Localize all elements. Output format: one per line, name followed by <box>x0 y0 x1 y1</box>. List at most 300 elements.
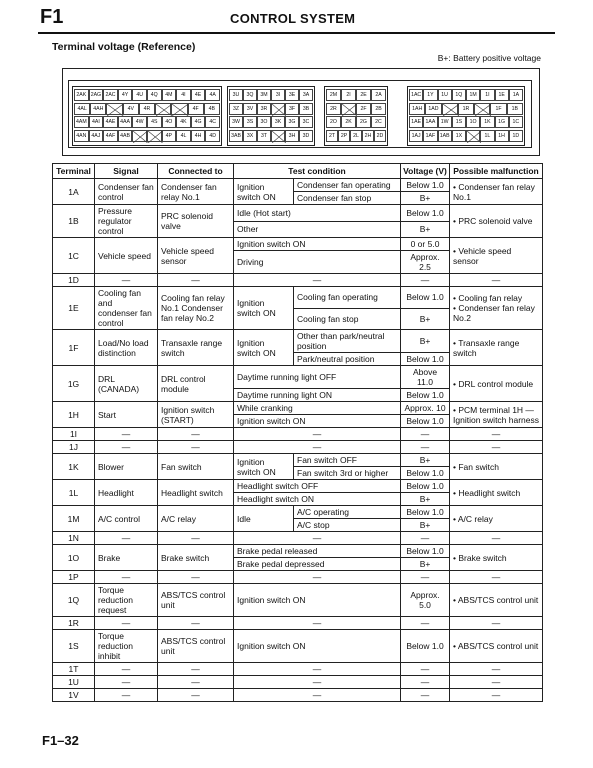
malfunction-item: • Transaxle range switch <box>453 338 539 358</box>
connector-pin: 3I <box>271 89 285 101</box>
connected-to-cell: — <box>158 532 234 545</box>
connector-pin: 2R <box>326 103 341 115</box>
malfunction-cell: — <box>450 428 543 441</box>
section-code: F1 <box>40 6 64 28</box>
test-condition-cell: Ignition switch ON <box>234 415 401 428</box>
connector-pin: 3T <box>257 130 271 142</box>
connector-pin: 4H <box>191 130 206 142</box>
signal-cell: — <box>95 532 158 545</box>
signal-cell: — <box>95 274 158 287</box>
connector-pin: 3G <box>285 116 299 128</box>
malfunction-cell <box>450 630 543 663</box>
connector-pin: 4AA <box>118 116 133 128</box>
test-condition-cell: Brake pedal released <box>234 545 401 558</box>
table-row <box>53 238 543 251</box>
connector-pin: 3U <box>229 89 243 101</box>
malfunction-item: • A/C relay <box>453 514 539 524</box>
col-terminal: Terminal <box>53 164 95 179</box>
test-condition-main: Idle <box>234 506 294 532</box>
signal-cell: Torque reduction request <box>95 584 158 617</box>
connected-to-cell: Ignition switch (START) <box>158 402 234 428</box>
test-condition-cell: Daytime running light OFF <box>234 366 401 389</box>
test-condition-cell: Ignition switch ON <box>234 630 401 663</box>
signal-cell: Headlight <box>95 480 158 506</box>
connector-pin: 4AM <box>74 116 89 128</box>
connector-pin: 4W <box>132 116 147 128</box>
table-row <box>53 676 543 689</box>
table-row <box>53 571 543 584</box>
table-row <box>53 179 543 192</box>
connector-pin: 3F <box>285 103 299 115</box>
test-condition-cell: — <box>234 663 401 676</box>
connector-pin: 2AC <box>103 89 118 101</box>
connector-pin: 3Z <box>229 103 243 115</box>
connector-pin: 2K <box>341 116 356 128</box>
connector-row <box>74 89 220 101</box>
signal-cell: Vehicle speed <box>95 238 158 274</box>
connector-pin: 1F <box>490 103 506 115</box>
connected-to-cell: Brake switch <box>158 545 234 571</box>
malfunction-item: • Condenser fan relay No.1 <box>453 182 539 202</box>
col-signal: Signal <box>95 164 158 179</box>
terminal-cell: 1K <box>53 454 95 480</box>
terminal-cell: 1A <box>53 179 95 205</box>
table-row <box>53 480 543 493</box>
signal-cell: Load/No load distinction <box>95 330 158 366</box>
connector-pin: 3R <box>257 103 271 115</box>
test-condition-cell: Headlight switch ON <box>234 493 401 506</box>
voltage-cell: — <box>401 428 450 441</box>
connector-pin: 4U <box>132 89 147 101</box>
malfunction-cell <box>450 179 543 205</box>
connector-pin: 4Y <box>118 89 133 101</box>
connector-pin: 4Q <box>147 89 162 101</box>
test-condition-cell: Ignition switch ON <box>234 584 401 617</box>
connector-row <box>409 103 523 115</box>
voltage-cell: — <box>401 441 450 454</box>
test-condition-sub: Fan switch 3rd or higher <box>294 467 401 480</box>
test-condition-sub: Cooling fan stop <box>294 308 401 330</box>
terminal-cell: 1P <box>53 571 95 584</box>
test-condition-cell: Brake pedal depressed <box>234 558 401 571</box>
connector-pin: 4E <box>191 89 206 101</box>
voltage-cell: Below 1.0 <box>401 467 450 480</box>
connected-to-cell: A/C relay <box>158 506 234 532</box>
connector-pin: 4D <box>205 130 220 142</box>
voltage-cell: Above 11.0 <box>401 366 450 389</box>
test-condition-cell: — <box>234 571 401 584</box>
table-row <box>53 366 543 389</box>
terminal-cell: 1I <box>53 428 95 441</box>
table-row <box>53 330 543 353</box>
connector-pin: 4F <box>188 103 204 115</box>
connector-row <box>326 103 386 115</box>
test-condition-cell: — <box>234 676 401 689</box>
table-row <box>53 663 543 676</box>
malfunction-item: • Condenser fan relay No.2 <box>453 303 539 323</box>
connector-empty-pin <box>155 103 171 115</box>
malfunction-cell: — <box>450 532 543 545</box>
connector-pin: 2G <box>356 116 371 128</box>
connected-to-cell: Transaxle range switch <box>158 330 234 366</box>
connector-pin: 4I <box>176 89 191 101</box>
terminal-cell: 1H <box>53 402 95 428</box>
test-condition-cell: Other <box>234 221 401 238</box>
connector-pin: 1AJ <box>409 130 423 142</box>
voltage-cell: B+ <box>401 519 450 532</box>
voltage-cell: Approx. 5.0 <box>401 584 450 617</box>
test-condition-cell: Ignition switch ON <box>234 238 401 251</box>
connector-pin: 4O <box>162 116 177 128</box>
connector-pin: 1W <box>438 116 452 128</box>
table-row <box>53 274 543 287</box>
connected-to-cell: Vehicle speed sensor <box>158 238 234 274</box>
table-row <box>53 287 543 309</box>
voltage-cell: Below 1.0 <box>401 480 450 493</box>
page-title: CONTROL SYSTEM <box>230 11 356 26</box>
connector-pin: 3D <box>299 130 313 142</box>
section-title: Terminal voltage (Reference) <box>52 41 196 53</box>
connector-pin: 1AH <box>409 103 425 115</box>
table-row <box>53 441 543 454</box>
connector-empty-pin <box>466 130 480 142</box>
connector-pin: 4AN <box>74 130 89 142</box>
malfunction-item: • Vehicle speed sensor <box>453 246 539 266</box>
connector-pin: 1A <box>509 89 523 101</box>
voltage-cell: Below 1.0 <box>401 353 450 366</box>
connector-pin: 2B <box>371 103 386 115</box>
connector-pin: 1X <box>452 130 466 142</box>
voltage-cell: B+ <box>401 454 450 467</box>
connector-row <box>229 116 313 128</box>
test-condition-cell: — <box>234 617 401 630</box>
test-condition-sub: Other than park/neutral position <box>294 330 401 353</box>
signal-cell: — <box>95 663 158 676</box>
voltage-cell: Below 1.0 <box>401 389 450 402</box>
connector-pin: 3M <box>257 89 271 101</box>
malfunction-cell <box>450 366 543 402</box>
connector-empty-pin <box>271 103 285 115</box>
terminal-cell: 1T <box>53 663 95 676</box>
test-condition-cell: Driving <box>234 251 401 274</box>
terminal-cell: 1Q <box>53 584 95 617</box>
voltage-cell: — <box>401 274 450 287</box>
connected-to-cell: Condenser fan relay No.1 <box>158 179 234 205</box>
signal-cell: — <box>95 441 158 454</box>
connector-empty-pin <box>474 103 490 115</box>
table-row <box>53 630 543 663</box>
terminal-cell: 1J <box>53 441 95 454</box>
test-condition-cell: Idle (Hot start) <box>234 205 401 222</box>
connector-row <box>229 89 313 101</box>
terminal-cell: 1N <box>53 532 95 545</box>
connector-pin: 2F <box>356 103 371 115</box>
malfunction-cell <box>450 330 543 366</box>
connected-to-cell: — <box>158 689 234 702</box>
terminal-cell: 1C <box>53 238 95 274</box>
voltage-cell: B+ <box>401 192 450 205</box>
voltage-cell: 0 or 5.0 <box>401 238 450 251</box>
voltage-cell: B+ <box>401 221 450 238</box>
connector-pin: 2H <box>362 130 374 142</box>
terminal-cell: 1F <box>53 330 95 366</box>
connector-pin: 1G <box>495 116 509 128</box>
connector-empty-pin <box>106 103 122 115</box>
voltage-cell: Below 1.0 <box>401 506 450 519</box>
voltage-cell: Approx. 2.5 <box>401 251 450 274</box>
signal-cell: Blower <box>95 454 158 480</box>
connector-row <box>229 130 313 142</box>
connector-pin: 2AG <box>89 89 104 101</box>
voltage-cell: — <box>401 571 450 584</box>
test-condition-sub: Cooling fan operating <box>294 287 401 309</box>
connector-pin: 3V <box>243 103 257 115</box>
connector-pin: 1U <box>438 89 452 101</box>
connector-pin: 4C <box>205 116 220 128</box>
connector-empty-pin <box>271 130 285 142</box>
voltage-cell: — <box>401 532 450 545</box>
malfunction-cell <box>450 480 543 506</box>
voltage-cell: Below 1.0 <box>401 630 450 663</box>
malfunction-item: • DRL control module <box>453 379 539 389</box>
connector-pin: 2C <box>371 116 386 128</box>
connector-empty-pin <box>132 130 147 142</box>
terminal-cell: 1E <box>53 287 95 330</box>
connector-pin: 4AL <box>74 103 90 115</box>
test-condition-sub: Park/neutral position <box>294 353 401 366</box>
connector-pin: 2A <box>371 89 386 101</box>
signal-cell: — <box>95 676 158 689</box>
connector-pin: 4P <box>162 130 177 142</box>
test-condition-sub: Condenser fan stop <box>294 192 401 205</box>
signal-cell: Condenser fan control <box>95 179 158 205</box>
terminal-voltage-table <box>52 163 543 702</box>
signal-cell: DRL (CANADA) <box>95 366 158 402</box>
terminal-cell: 1B <box>53 205 95 238</box>
test-condition-cell: Headlight switch OFF <box>234 480 401 493</box>
malfunction-item: • Brake switch <box>453 553 539 563</box>
connected-to-cell: — <box>158 274 234 287</box>
connector-pin: 4V <box>123 103 139 115</box>
table-row <box>53 584 543 617</box>
connector-block-1 <box>407 86 525 146</box>
connector-block-4 <box>72 86 222 146</box>
connector-pin: 1Y <box>423 89 437 101</box>
malfunction-cell: — <box>450 571 543 584</box>
connector-pin: 1AB <box>438 130 452 142</box>
test-condition-cell: While cranking <box>234 402 401 415</box>
test-condition-sub: Condenser fan operating <box>294 179 401 192</box>
connector-pin: 1AC <box>409 89 423 101</box>
test-condition-sub: Fan switch OFF <box>294 454 401 467</box>
connected-to-cell: — <box>158 441 234 454</box>
connected-to-cell: Cooling fan relay No.1 Condenser fan relay No.2 <box>158 287 234 330</box>
table-row <box>53 402 543 415</box>
table-row <box>53 532 543 545</box>
connector-pin: 2P <box>338 130 350 142</box>
connector-pin: 4M <box>162 89 177 101</box>
connected-to-cell: — <box>158 571 234 584</box>
connector-pin: 2L <box>350 130 362 142</box>
connector-pin: 1K <box>480 116 494 128</box>
signal-cell: — <box>95 689 158 702</box>
malfunction-cell: — <box>450 441 543 454</box>
signal-cell: Pressure regulator control <box>95 205 158 238</box>
malfunction-cell: — <box>450 663 543 676</box>
malfunction-cell <box>450 545 543 571</box>
col-possible-malfunction: Possible malfunction <box>450 164 543 179</box>
connector-empty-pin <box>171 103 187 115</box>
connector-pin: 1L <box>480 130 494 142</box>
connector-pin: 3E <box>285 89 299 101</box>
connector-pin: 4AH <box>90 103 106 115</box>
terminal-cell: 1R <box>53 617 95 630</box>
signal-cell: — <box>95 571 158 584</box>
malfunction-cell: — <box>450 274 543 287</box>
connector-pin: 1AA <box>423 116 437 128</box>
connector-pin: 2AK <box>74 89 89 101</box>
signal-cell: — <box>95 428 158 441</box>
malfunction-cell <box>450 506 543 532</box>
connector-pin: 1AF <box>423 130 437 142</box>
signal-cell: Brake <box>95 545 158 571</box>
connector-row <box>409 116 523 128</box>
connector-row <box>229 103 313 115</box>
terminal-cell: 1M <box>53 506 95 532</box>
table-row <box>53 428 543 441</box>
col-test-condition: Test condition <box>234 164 401 179</box>
connector-row <box>74 103 220 115</box>
connected-to-cell: — <box>158 428 234 441</box>
connector-pin: 1R <box>458 103 474 115</box>
connector-pin: 1B <box>507 103 523 115</box>
connector-diagram <box>62 68 540 156</box>
malfunction-item: • Cooling fan relay <box>453 293 539 303</box>
voltage-cell: — <box>401 663 450 676</box>
connector-row <box>74 130 220 142</box>
terminal-cell: 1S <box>53 630 95 663</box>
voltage-cell: — <box>401 689 450 702</box>
connected-to-cell: Headlight switch <box>158 480 234 506</box>
connector-pin: 4AE <box>103 116 118 128</box>
page-number: F1–32 <box>42 733 79 748</box>
connector-pin: 2T <box>326 130 338 142</box>
connector-block-2 <box>324 86 388 146</box>
malfunction-cell <box>450 205 543 238</box>
connector-pin: 2E <box>356 89 371 101</box>
voltage-cell: B+ <box>401 558 450 571</box>
connector-pin: 1D <box>509 130 523 142</box>
voltage-cell: Below 1.0 <box>401 545 450 558</box>
voltage-cell: B+ <box>401 493 450 506</box>
connector-pin: 3X <box>243 130 257 142</box>
connector-pin: 4G <box>191 116 206 128</box>
test-condition-main: Ignition switch ON <box>234 330 294 366</box>
voltage-cell: B+ <box>401 330 450 353</box>
table-row <box>53 454 543 467</box>
malfunction-cell <box>450 584 543 617</box>
terminal-cell: 1O <box>53 545 95 571</box>
table-row <box>53 689 543 702</box>
voltage-cell: Below 1.0 <box>401 179 450 192</box>
voltage-cell: B+ <box>401 308 450 330</box>
connector-pin: 1O <box>466 116 480 128</box>
connector-pin: 3W <box>229 116 243 128</box>
voltage-cell: — <box>401 676 450 689</box>
terminal-cell: 1G <box>53 366 95 402</box>
connector-row <box>326 130 386 142</box>
voltage-cell: Approx. 10 <box>401 402 450 415</box>
connector-pin: 3S <box>243 116 257 128</box>
voltage-cell: Below 1.0 <box>401 205 450 222</box>
malfunction-item: • PRC solenoid valve <box>453 216 539 226</box>
connector-pin: 3O <box>257 116 271 128</box>
malfunction-item: • Fan switch <box>453 462 539 472</box>
malfunction-item: • ABS/TCS control unit <box>453 595 539 605</box>
test-condition-cell: — <box>234 441 401 454</box>
malfunction-cell: — <box>450 689 543 702</box>
connector-pin: 2D <box>374 130 386 142</box>
header-rule <box>38 32 555 34</box>
malfunction-cell <box>450 454 543 480</box>
connector-pin: 1AD <box>425 103 441 115</box>
connector-row <box>409 130 523 142</box>
malfunction-cell: — <box>450 676 543 689</box>
terminal-cell: 1V <box>53 689 95 702</box>
terminal-cell: 1D <box>53 274 95 287</box>
malfunction-cell: — <box>450 617 543 630</box>
connector-pin: 4R <box>139 103 155 115</box>
signal-cell: Cooling fan and condenser fan control <box>95 287 158 330</box>
connector-pin: 3B <box>299 103 313 115</box>
connector-pin: 4AB <box>118 130 133 142</box>
connector-row <box>326 116 386 128</box>
connector-pin: 1I <box>480 89 494 101</box>
connected-to-cell: ABS/TCS control unit <box>158 630 234 663</box>
signal-cell: Start <box>95 402 158 428</box>
connector-pin: 4AI <box>89 116 104 128</box>
malfunction-cell <box>450 238 543 274</box>
connector-pin: 1Q <box>452 89 466 101</box>
connector-row <box>409 89 523 101</box>
connected-to-cell: Fan switch <box>158 454 234 480</box>
signal-cell: — <box>95 617 158 630</box>
connector-empty-pin <box>442 103 458 115</box>
connector-pin: 1H <box>495 130 509 142</box>
connector-pin: 3AB <box>229 130 243 142</box>
test-condition-main: Ignition switch ON <box>234 454 294 480</box>
connector-pin: 3K <box>271 116 285 128</box>
table-header-row <box>53 164 543 179</box>
terminal-cell: 1U <box>53 676 95 689</box>
test-condition-cell: — <box>234 532 401 545</box>
table-row <box>53 617 543 630</box>
test-condition-main: Ignition switch ON <box>234 179 294 205</box>
malfunction-cell <box>450 287 543 330</box>
connector-pin: 4A <box>205 89 220 101</box>
connector-block-3 <box>227 86 315 146</box>
connector-pin: 2I <box>341 89 356 101</box>
test-condition-cell: Daytime running light ON <box>234 389 401 402</box>
connector-row <box>326 89 386 101</box>
test-condition-main: Ignition switch ON <box>234 287 294 330</box>
terminal-cell: 1L <box>53 480 95 506</box>
connector-row <box>74 116 220 128</box>
malfunction-item: • Headlight switch <box>453 488 539 498</box>
connector-pin: 4AF <box>103 130 118 142</box>
connected-to-cell: — <box>158 617 234 630</box>
connector-pin: 3Q <box>243 89 257 101</box>
